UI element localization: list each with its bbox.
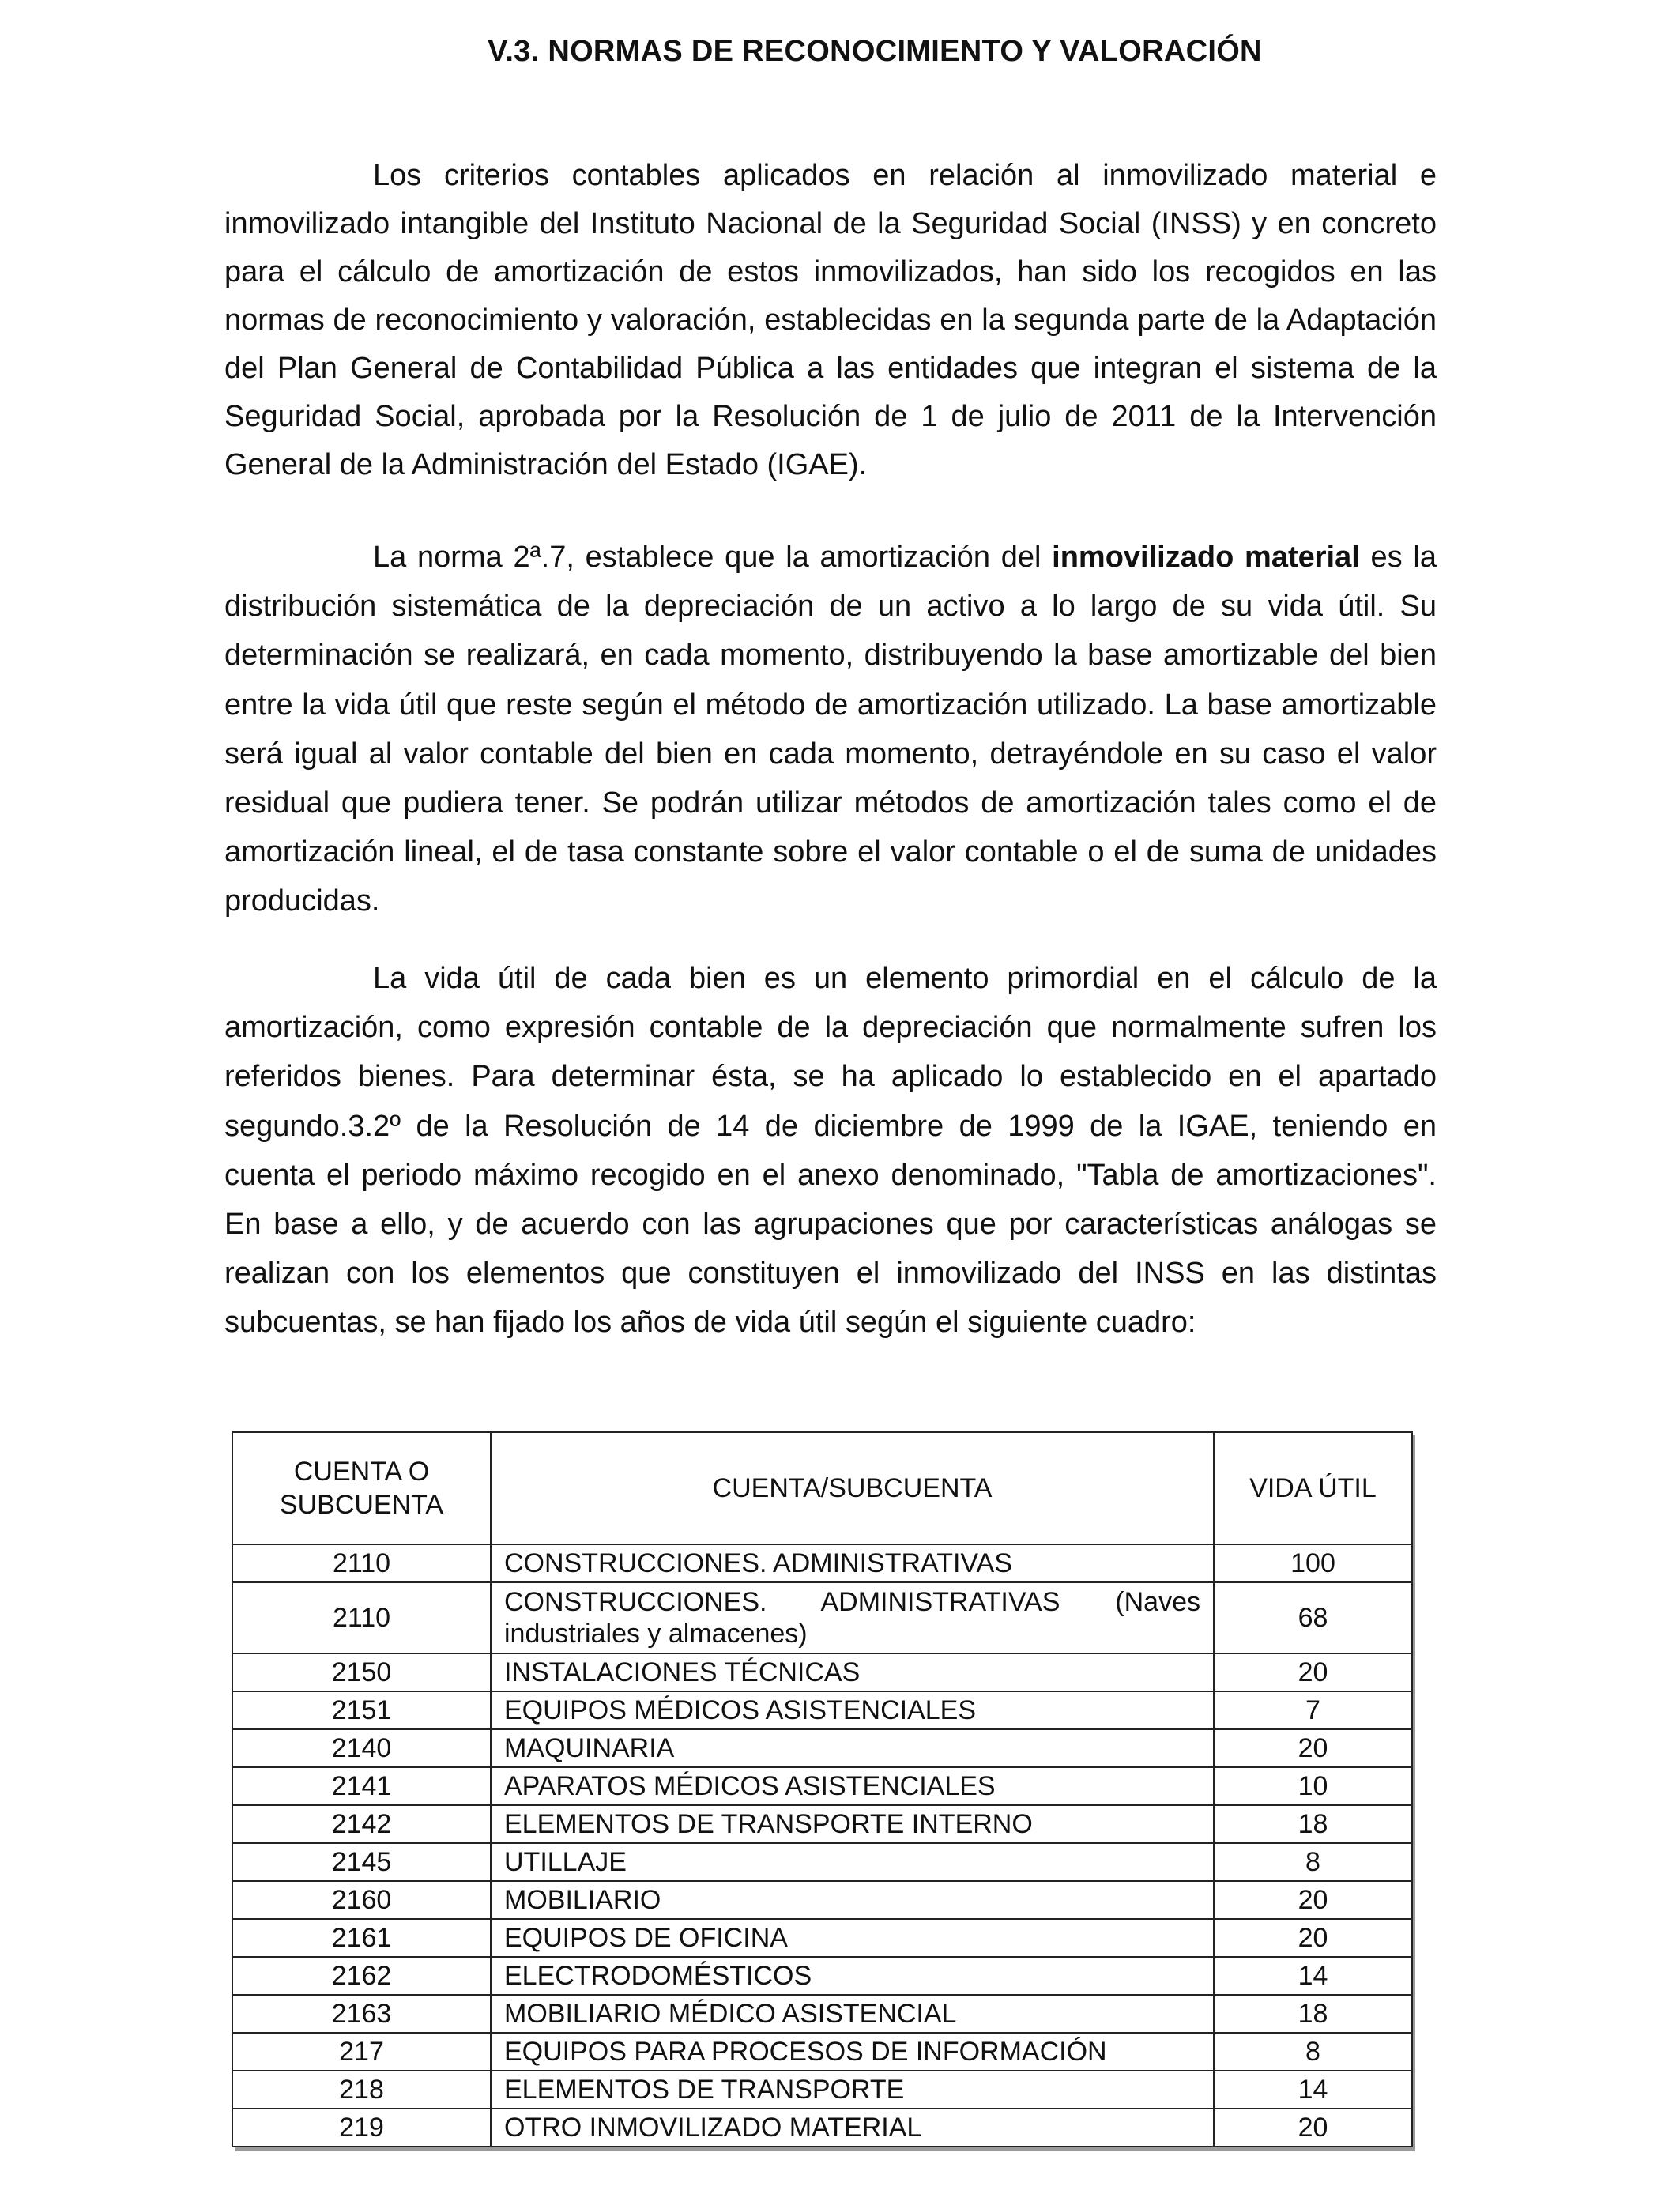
account-name: APARATOS MÉDICOS ASISTENCIALES [491,1767,1214,1805]
account-name: EQUIPOS DE OFICINA [491,1919,1214,1957]
useful-life: 8 [1214,2033,1412,2071]
useful-life: 18 [1214,1995,1412,2033]
section-title: V.3. NORMAS DE RECONOCIMIENTO Y VALORACIÓN [488,35,1262,68]
account-code: 2161 [232,1919,491,1957]
table-row [232,1805,1412,1843]
table-row [232,1582,1412,1653]
account-code: 2151 [232,1691,491,1729]
header-useful-life: VIDA ÚTIL [1214,1432,1412,1544]
paragraph-norma [224,533,1437,926]
table-row [232,2033,1412,2071]
useful-life: 14 [1214,1957,1412,1995]
account-name [491,1582,1214,1653]
paragraph-criteria [224,152,1437,489]
useful-life: 8 [1214,1843,1412,1881]
paragraph-norma-before: La norma 2ª.7, establece que la amortización del [373,541,1053,574]
account-name: UTILLAJE [491,1843,1214,1881]
useful-life: 20 [1214,1653,1412,1691]
account-name: INSTALACIONES TÉCNICAS [491,1653,1214,1691]
table-row [232,1957,1412,1995]
table-row [232,1843,1412,1881]
useful-life: 14 [1214,2071,1412,2109]
account-name-line2: industriales y almacenes) [504,1619,808,1649]
account-name-line1: CONSTRUCCIONES. ADMINISTRATIVAS (Naves [504,1587,1200,1617]
table-row [232,1653,1412,1691]
table-row [232,1544,1412,1582]
table-row [232,1729,1412,1767]
account-code: 2163 [232,1995,491,2033]
table-row [232,1767,1412,1805]
account-name: MOBILIARIO MÉDICO ASISTENCIAL [491,1995,1214,2033]
account-name: MOBILIARIO [491,1881,1214,1919]
account-name: ELEMENTOS DE TRANSPORTE INTERNO [491,1805,1214,1843]
account-name: ELECTRODOMÉSTICOS [491,1957,1214,1995]
amortization-table [232,1431,1413,2147]
amortization-table-container [232,1431,1411,2147]
paragraph-criteria-text: Los criterios contables aplicados en relación al inmovilizado material e inmovilizado intangible del Instituto Nacional de la Seguridad Social (INSS) y en concreto para el cálculo de amortización de estos inmovilizados, han sido los recogidos en las normas de reconocimiento y valoración, establecidas en la segunda parte de la Adaptación del Plan General de Contabilidad Pública a las entidades que integran el sistema de la Seguridad Social, aprobada por la Resolución de 1 de julio de 2011 de la Intervención General de la Administración del Estado (IGAE). [224,159,1437,481]
table-row [232,2071,1412,2109]
account-code: 2150 [232,1653,491,1691]
useful-life: 20 [1214,1881,1412,1919]
account-code: 2110 [232,1582,491,1653]
useful-life: 68 [1214,1582,1412,1653]
useful-life: 100 [1214,1544,1412,1582]
table-row [232,1995,1412,2033]
table-header-row [232,1432,1412,1544]
account-code: 2162 [232,1957,491,1995]
account-name: EQUIPOS PARA PROCESOS DE INFORMACIÓN [491,2033,1214,2071]
account-code: 2141 [232,1767,491,1805]
account-code: 2160 [232,1881,491,1919]
useful-life: 10 [1214,1767,1412,1805]
table-row [232,2109,1412,2147]
header-account-code: CUENTA O SUBCUENTA [232,1432,491,1544]
useful-life: 20 [1214,1729,1412,1767]
account-code: 219 [232,2109,491,2147]
account-code: 2110 [232,1544,491,1582]
table-row [232,1691,1412,1729]
account-code: 2145 [232,1843,491,1881]
account-name: OTRO INMOVILIZADO MATERIAL [491,2109,1214,2147]
account-name: MAQUINARIA [491,1729,1214,1767]
account-code: 218 [232,2071,491,2109]
account-code: 2140 [232,1729,491,1767]
account-code: 217 [232,2033,491,2071]
useful-life: 18 [1214,1805,1412,1843]
table-row [232,1919,1412,1957]
paragraph-norma-bold: inmovilizado material [1052,541,1360,574]
useful-life: 20 [1214,2109,1412,2147]
header-account-name: CUENTA/SUBCUENTA [491,1432,1214,1544]
paragraph-norma-after: es la distribución sistemática de la depreciación de un activo a lo largo de su vida útil. Su determinación se realizará, en cada momento, distribuyendo la base amortizable del bien entre la vida útil que reste según el método de amortización utilizado. La base amortizable será igual al valor contable del bien en cada momento, detrayéndole en su caso el valor residual que pudiera tener. Se podrán utilizar métodos de amortización tales como el de amortización lineal, el de tasa constante sobre el valor contable o el de suma de unidades producidas. [224,541,1437,918]
account-name: CONSTRUCCIONES. ADMINISTRATIVAS [491,1544,1214,1582]
account-name: ELEMENTOS DE TRANSPORTE [491,2071,1214,2109]
paragraph-vida-util-text: La vida útil de cada bien es un elemento primordial en el cálculo de la amortización, como expresión contable de la depreciación que normalmente sufren los referidos bienes. Para determinar ésta, se ha aplicado lo establecido en el apartado segundo.3.2º de la Resolución de 14 de diciembre de 1999 de la IGAE, teniendo en cuenta el periodo máximo recogido en el anexo denominado, "Tabla de amortizaciones". En base a ello, y de acuerdo con las agrupaciones que por características análogas se realizan con los elementos que constituyen el inmovilizado del INSS en las distintas subcuentas, se han fijado los años de vida útil según el siguiente cuadro: [224,962,1437,1340]
useful-life: 20 [1214,1919,1412,1957]
paragraph-vida-util [224,954,1437,1348]
table-row [232,1881,1412,1919]
account-code: 2142 [232,1805,491,1843]
useful-life: 7 [1214,1691,1412,1729]
account-name: EQUIPOS MÉDICOS ASISTENCIALES [491,1691,1214,1729]
